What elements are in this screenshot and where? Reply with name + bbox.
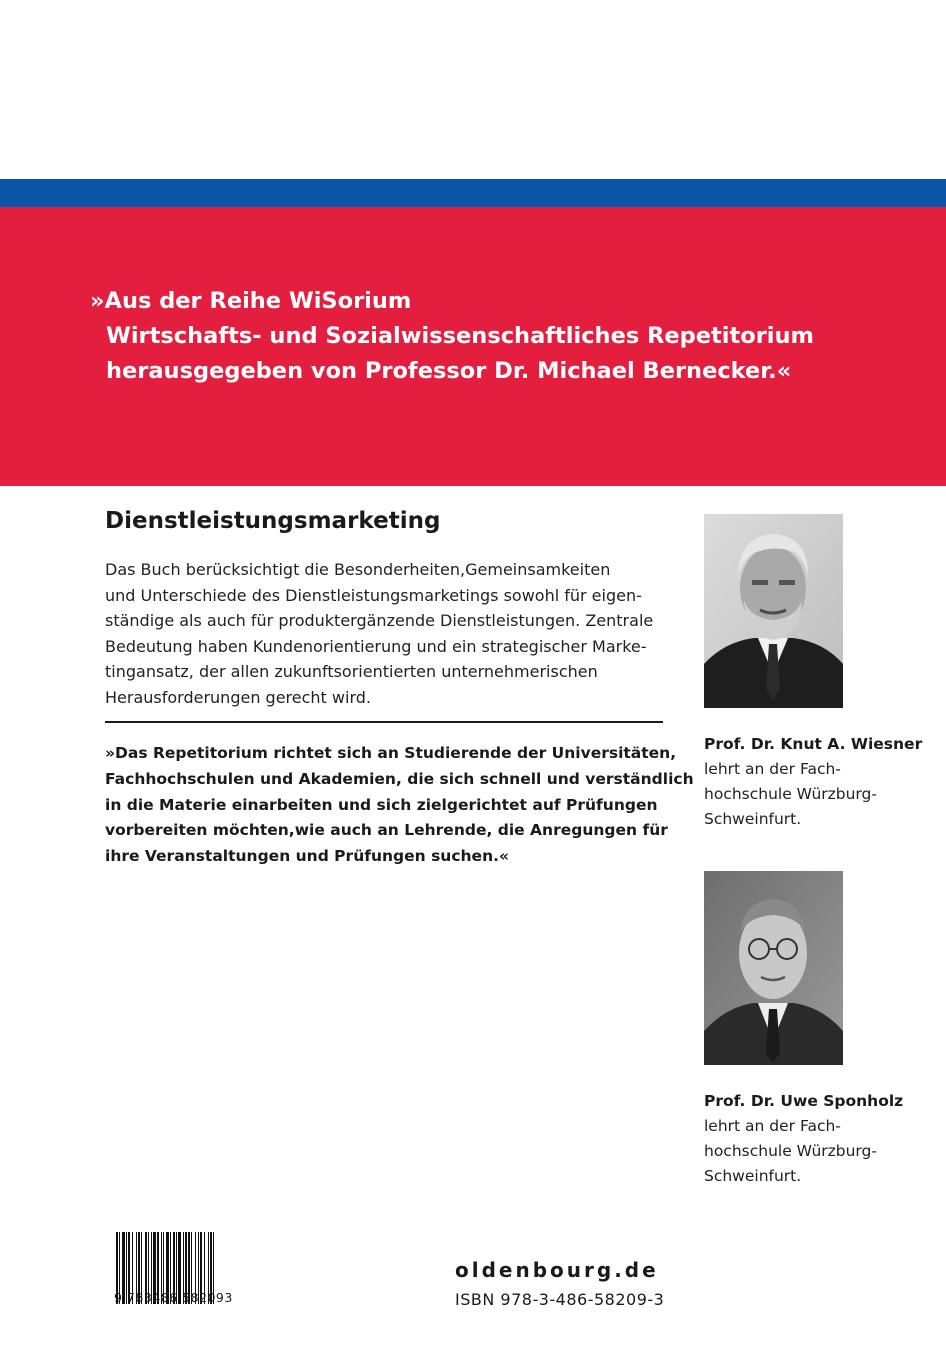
author-bio-line: hochschule Würzburg- bbox=[704, 785, 877, 803]
divider bbox=[105, 721, 663, 723]
portrait-icon bbox=[704, 514, 843, 708]
author-block-sponholz bbox=[704, 1089, 939, 1189]
series-line: »Aus der Reihe WiSorium bbox=[90, 288, 412, 314]
book-description bbox=[105, 557, 665, 710]
quote-line: in die Materie einarbeiten und sich zielgerichtet auf Prüfungen bbox=[105, 795, 658, 814]
isbn: ISBN 978-3-486-58209-3 bbox=[455, 1290, 665, 1309]
author-bio-line: Schweinfurt. bbox=[704, 1167, 802, 1185]
barcode-digits: 9 783486 582093 bbox=[114, 1290, 233, 1305]
book-title: Dienstleistungsmarketing bbox=[105, 508, 441, 534]
description-line: ständige als auch für produktergänzende Dienstleistungen. Zentrale bbox=[105, 611, 654, 630]
author-bio-line: lehrt an der Fach- bbox=[704, 1117, 841, 1135]
description-line: Herausforderungen gerecht wird. bbox=[105, 687, 371, 707]
quote-line: »Das Repetitorium richtet sich an Studierende der Universitäten, bbox=[105, 744, 677, 762]
author-photo-sponholz bbox=[704, 871, 843, 1065]
author-block-wiesner bbox=[704, 732, 939, 832]
author-photo-wiesner bbox=[704, 514, 843, 708]
description-line: tingansatz, der allen zukunftsorientierten unternehmerischen bbox=[105, 662, 598, 681]
series-line: Wirtschafts- und Sozialwissenschaftliches Repetitorium bbox=[106, 323, 814, 349]
portrait-icon bbox=[704, 871, 843, 1065]
blue-band bbox=[0, 179, 946, 207]
author-name: Prof. Dr. Uwe Sponholz bbox=[704, 1092, 904, 1110]
author-bio-line: hochschule Würzburg- bbox=[704, 1142, 877, 1160]
quote-line: ihre Veranstaltungen und Prüfungen suchen.« bbox=[105, 847, 510, 866]
publisher-website: oldenbourg.de bbox=[455, 1258, 659, 1282]
quote-line: vorbereiten möchten,wie auch an Lehrende, die Anregungen für bbox=[105, 821, 668, 840]
author-bio-line: lehrt an der Fach- bbox=[704, 760, 841, 778]
book-quote bbox=[105, 741, 694, 870]
description-line: und Unterschiede des Dienstleistungsmarketings sowohl für eigen- bbox=[105, 585, 642, 605]
barcode-icon bbox=[114, 1215, 254, 1323]
description-line: Das Buch berücksichtigt die Besonderheiten,Gemeinsamkeiten bbox=[105, 560, 611, 579]
author-bio-line: Schweinfurt. bbox=[704, 810, 802, 828]
series-statement bbox=[90, 284, 930, 389]
author-name: Prof. Dr. Knut A. Wiesner bbox=[704, 735, 923, 753]
quote-line: Fachhochschulen und Akademien, die sich schnell und verständlich bbox=[105, 769, 694, 788]
description-line: Bedeutung haben Kundenorientierung und ein strategischer Marke- bbox=[105, 636, 647, 656]
series-line: herausgegeben von Professor Dr. Michael Bernecker.« bbox=[106, 358, 792, 384]
